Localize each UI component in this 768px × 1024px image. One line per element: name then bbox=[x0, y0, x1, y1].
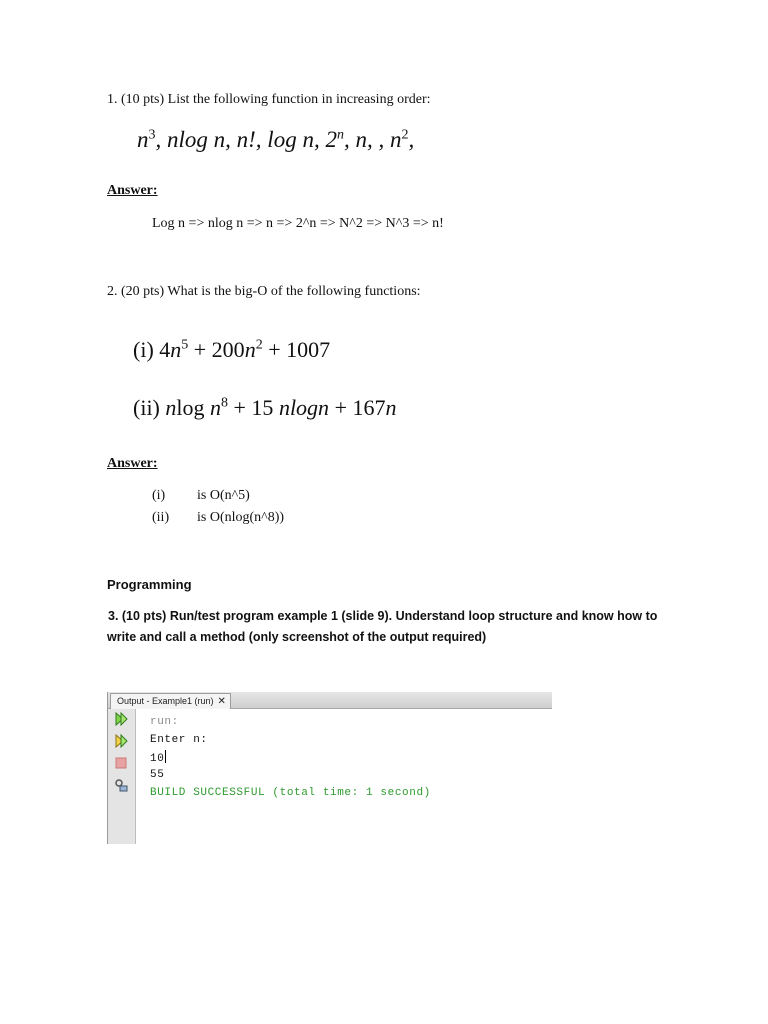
q2-answer-text: is O(n^5) bbox=[197, 488, 250, 503]
q2-function-1: (i) $4n^5 + 200n^2 + 1007$ bbox=[133, 337, 331, 362]
build-status: BUILD SUCCESSFUL (total time: 1 second) bbox=[150, 787, 431, 799]
console-line: Enter n: bbox=[150, 734, 208, 746]
console-line: run: bbox=[150, 716, 179, 728]
q1-question: 1. (10 pts) List the following function in increasing order: bbox=[107, 92, 431, 107]
close-icon[interactable]: ✕ bbox=[217, 696, 226, 707]
q3-line-1: 3. (10 pts) Run/test program example 1 (slide 9). Understand loop structure and know how to bbox=[108, 609, 658, 623]
rerun-with-options-icon[interactable] bbox=[114, 734, 128, 748]
q1-answer: Log n => nlog n => n => 2^n => N^2 => N^3 => n! bbox=[152, 216, 444, 231]
output-tab[interactable] bbox=[110, 693, 231, 709]
q2-question: 2. (20 pts) What is the big-O of the following functions: bbox=[107, 284, 421, 299]
q2-answer-num: (ii) bbox=[152, 510, 170, 525]
console-input-line[interactable] bbox=[150, 750, 166, 768]
q2-function-2: (ii) nlog $n^8 + 15$ nlogn + 167n bbox=[133, 395, 397, 420]
q2-answer-row bbox=[152, 510, 284, 526]
q2-answer-text: is O(nlog(n^8)) bbox=[197, 510, 285, 525]
output-tab-bar bbox=[108, 692, 552, 709]
q2-answer-row bbox=[152, 488, 250, 504]
settings-icon[interactable] bbox=[114, 778, 128, 792]
stop-icon[interactable] bbox=[114, 756, 128, 770]
q3-line-2: write and call a method (only screenshot of the output required) bbox=[107, 630, 487, 644]
rerun-icon[interactable] bbox=[114, 712, 128, 726]
console-input-value: 10 bbox=[150, 753, 165, 765]
q2-answer-num: (i) bbox=[152, 488, 166, 503]
q1-answer-heading: Answer: bbox=[107, 183, 158, 198]
output-tab-label: Output - Example1 (run) bbox=[117, 696, 214, 706]
q2-answer-heading: Answer: bbox=[107, 456, 158, 471]
programming-heading: Programming bbox=[107, 577, 192, 592]
console-line: 55 bbox=[150, 769, 165, 781]
output-window bbox=[107, 692, 552, 844]
q1-functions: $n^3$, nlog n, n!, log n, 2$^n$, n, , $n^2$, bbox=[137, 127, 415, 152]
text-cursor bbox=[165, 750, 166, 763]
output-toolbar bbox=[108, 709, 136, 844]
